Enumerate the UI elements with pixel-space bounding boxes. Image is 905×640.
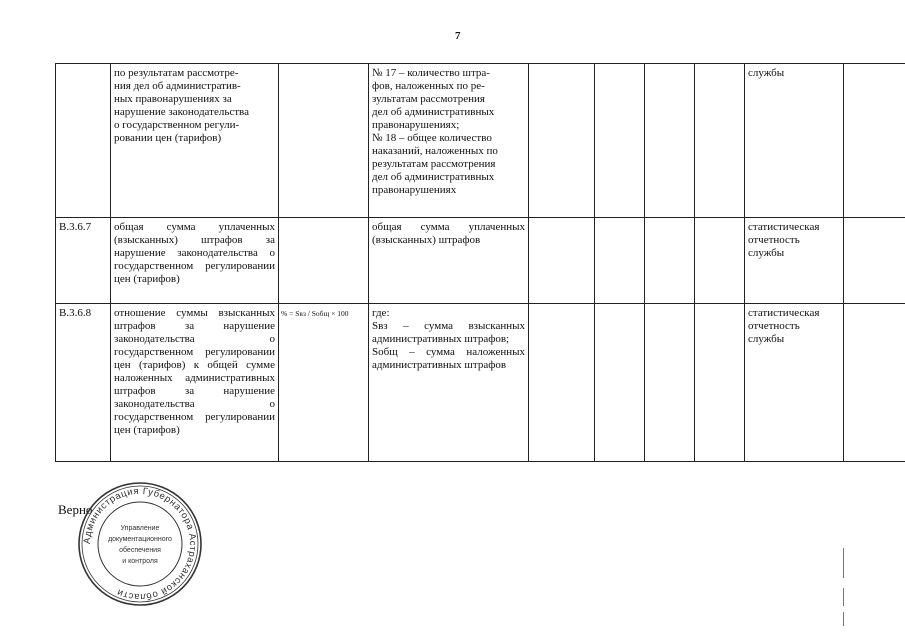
- empty-cell: [595, 304, 645, 462]
- empty-cell: [695, 218, 745, 304]
- indicator-source: статистическая отчетность службы: [745, 218, 844, 304]
- indicator-formula: [279, 218, 369, 304]
- empty-cell: [645, 304, 695, 462]
- indicator-formula: [279, 64, 369, 218]
- empty-cell: [529, 218, 595, 304]
- stamp-line: Управление: [120, 525, 160, 532]
- table-row: [56, 304, 905, 462]
- indicator-name: общая сумма уплаченных (взысканных) штрафов за нарушение законодательства о государственном регулировании цен (тарифов): [111, 218, 279, 304]
- empty-cell: [844, 218, 905, 304]
- empty-cell: [645, 218, 695, 304]
- stamp-line: документационного: [108, 536, 172, 543]
- indicator-formula: % = Sвз / Sобщ × 100: [279, 304, 369, 462]
- stamp-line: обеспечения: [119, 547, 161, 554]
- empty-cell: [695, 64, 745, 218]
- svg-text:Администрация Губернатора Астр: [82, 486, 198, 602]
- indicator-name: отношение суммы взысканных штрафов за нарушение законодательства о государственном регулировании цен (тарифов) к общей сумме наложенных административных штрафов за нарушение законодательства о государственном регулировании цен (тарифов): [111, 304, 279, 462]
- margin-mark: [843, 588, 844, 606]
- stamp-seal-icon: [76, 480, 204, 608]
- stamp-outer-text: Администрация Губернатора Астраханской области: [81, 485, 199, 603]
- table-row: [56, 64, 905, 218]
- indicator-name: по результатам рассмотре- ния дел об административ- ных правонарушениях за нарушение законодательства о государственном регули- ровании цен (тарифов): [111, 64, 279, 218]
- empty-cell: [529, 304, 595, 462]
- stamp-line: и контроля: [122, 558, 158, 565]
- indicator-explanation: № 17 – количество штра- фов, наложенных по ре- зультатам рассмотрения дел об административных правонарушениях; № 18 – общее количество наказаний, наложенных по результатам рассмотрения дел об административных правонарушениях: [369, 64, 529, 218]
- empty-cell: [844, 64, 905, 218]
- indicator-code: В.3.6.8: [56, 304, 111, 462]
- indicator-source: службы: [745, 64, 844, 218]
- margin-mark: [843, 548, 844, 578]
- empty-cell: [529, 64, 595, 218]
- margin-mark: [843, 612, 844, 626]
- official-stamp: [76, 480, 204, 608]
- table-row: [56, 218, 905, 304]
- indicator-code: [56, 64, 111, 218]
- indicator-table: [55, 63, 905, 462]
- indicator-source: статистическая отчетность службы: [745, 304, 844, 462]
- page-number: 7: [455, 30, 461, 42]
- empty-cell: [695, 304, 745, 462]
- empty-cell: [595, 218, 645, 304]
- certification-label: Верно: [58, 502, 93, 517]
- empty-cell: [844, 304, 905, 462]
- empty-cell: [595, 64, 645, 218]
- indicator-code: В.3.6.7: [56, 218, 111, 304]
- empty-cell: [645, 64, 695, 218]
- indicator-explanation: где: Sвз – сумма взысканных административных штрафов; Sобщ – сумма наложенных административных штрафов: [369, 304, 529, 462]
- indicator-explanation: общая сумма уплаченных (взысканных) штрафов: [369, 218, 529, 304]
